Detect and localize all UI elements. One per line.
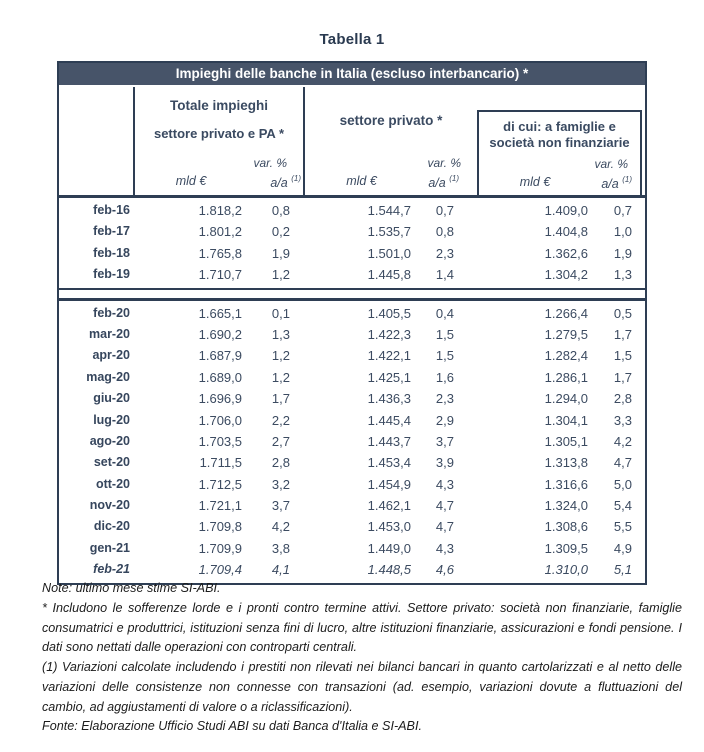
cell-date: gen-21 [89,540,130,555]
cell-date: set-20 [93,455,130,470]
cell-families-mld: 1.404,8 [544,224,588,240]
column-group-settore-privato [305,87,477,195]
cell-total-var: 1,9 [271,245,290,261]
cell-total-mld: 1.711,5 [199,455,242,471]
cell-private-mld: 1.445,8 [367,267,411,283]
cell-private-var: 1,5 [435,326,454,342]
cell-families-mld: 1.409,0 [544,203,588,218]
cell-private-var: 4,3 [435,476,454,492]
cell-total-var: 4,1 [271,562,290,578]
cell-families-var: 1,9 [613,245,632,261]
group-title: settore privato * [339,113,443,128]
table-row [59,431,645,452]
table-row [59,559,645,580]
aa-label [418,174,475,190]
mld-euro-label: mld € [175,174,207,188]
cell-private-var: 2,3 [435,245,454,261]
cell-private-var: 0,4 [435,305,454,321]
cell-total-mld: 1.703,5 [198,433,242,449]
cell-date: giu-20 [93,391,130,406]
footnote-ref-1: (1) [291,174,301,183]
cell-private-var: 4,6 [435,562,454,578]
cell-families-mld: 1.304,2 [544,267,588,283]
aa-label [247,174,303,190]
cell-private-mld: 1.462,1 [367,498,411,514]
aa-text: a/a [601,177,623,191]
cell-private-var: 2,9 [435,412,454,428]
cell-total-mld: 1.690,2 [198,326,242,342]
cell-total-mld: 1.801,2 [198,224,242,240]
note-asterisk: * Includono le sofferenze lorde e i pronti contro termine attivi. Settore privato: società non finanziarie, famiglie consumatrici e produttrici, istituzioni senza fini di lucro, altre istituzioni finanziarie, assicurazioni e fondi pensione. I dati sono nettati dalle operazioni con controparti centrali. [42,600,682,655]
cell-private-mld: 1.535,7 [367,224,411,240]
cell-families-var: 1,5 [613,348,632,364]
cell-private-mld: 1.422,1 [367,348,411,364]
column-headers [59,87,645,198]
date-column-header [59,87,135,195]
cell-date: feb-17 [93,224,130,239]
table-header-band: Impieghi delle banche in Italia (escluso interbancario) * [59,63,645,87]
table-row [59,243,645,264]
cell-total-mld: 1.687,9 [198,348,242,364]
cell-private-mld: 1.422,3 [367,326,411,342]
unit-labels [135,174,303,190]
cell-families-mld: 1.279,5 [544,326,588,342]
cell-families-var: 5,1 [613,562,632,578]
cell-total-mld: 1.696,9 [198,391,242,407]
footnote-ref-1: (1) [622,175,632,184]
cell-families-mld: 1.309,5 [544,540,588,556]
cell-families-var: 2,8 [613,391,632,407]
cell-total-var: 0,8 [271,203,290,218]
cell-private-mld: 1.454,9 [367,476,411,492]
unit-labels [479,175,640,191]
table-row [59,474,645,495]
cell-private-var: 1,4 [435,267,454,283]
cell-total-var: 2,2 [271,412,290,428]
cell-families-var: 1,7 [613,369,632,385]
cell-private-var: 2,3 [435,391,454,407]
cell-private-mld: 1.544,7 [367,203,411,218]
cell-families-mld: 1.294,0 [544,391,588,407]
cell-private-mld: 1.445,4 [367,412,411,428]
rows-block-annual [59,198,645,290]
cell-date: mar-20 [89,326,130,341]
table-row [59,367,645,388]
mld-euro-label: mld € [346,174,377,188]
cell-families-var: 5,5 [613,519,632,535]
cell-total-var: 1,3 [271,326,290,342]
cell-families-mld: 1.362,6 [544,245,588,261]
cell-families-mld: 1.266,4 [544,305,588,321]
cell-total-var: 1,2 [271,267,290,283]
cell-date: lug-20 [93,412,130,427]
aa-text: a/a [270,176,292,190]
cell-date: feb-21 [93,562,130,577]
cell-total-var: 2,7 [271,433,290,449]
table-row [59,264,645,285]
unit-labels [305,174,477,190]
cell-total-var: 1,2 [271,348,290,364]
table-title: Tabella 1 [319,31,385,48]
cell-private-mld: 1.501,0 [367,245,411,261]
cell-private-mld: 1.448,5 [367,562,411,578]
cell-families-mld: 1.308,6 [544,519,588,535]
cell-families-var: 1,7 [613,326,632,342]
cell-families-mld: 1.324,0 [544,498,588,514]
table-row [59,221,645,242]
cell-private-var: 1,5 [435,348,454,364]
data-table [57,61,647,585]
cell-total-mld: 1.818,2 [198,203,242,218]
cell-private-var: 4,7 [435,498,454,514]
table-row [59,324,645,345]
cell-private-var: 0,8 [435,224,454,240]
cell-total-mld: 1.706,0 [198,412,242,428]
cell-families-var: 1,3 [613,267,632,283]
cell-total-mld: 1.689,0 [198,369,242,385]
cell-families-mld: 1.313,8 [544,455,588,471]
footnote-ref-1: (1) [449,174,459,183]
note-1: (1) Variazioni calcolate includendo i prestiti non rilevati nei bilanci bancari in quanto cartolarizzati e al netto delle variazioni delle consistenze non connesse con transazioni (ad. esempio, variazioni dovute a fluttuazioni del cambio, ad aggiustamenti di valore o a riclassificazioni). [42,660,682,714]
cell-families-var: 4,2 [613,433,632,449]
cell-total-mld: 1.765,8 [198,245,242,261]
cell-families-var: 0,5 [613,305,632,321]
aa-label [591,175,640,191]
cell-total-var: 3,8 [271,540,290,556]
table-row [59,452,645,473]
var-pct-label: var. % [253,156,287,170]
cell-date: ago-20 [89,433,130,448]
note-stime: Note: ultimo mese stime SI-ABI. [42,581,221,595]
cell-date: feb-18 [93,245,130,260]
column-group-famiglie-societa [477,87,645,195]
group-subtitle: società non finanziarie [489,135,630,150]
table-row [59,495,645,516]
cell-families-mld: 1.310,0 [544,562,588,578]
cell-date: feb-20 [93,305,130,320]
cell-private-mld: 1.453,0 [367,519,411,535]
cell-families-var: 4,7 [613,455,632,471]
cell-total-mld: 1.709,4 [198,562,242,578]
table-row [59,388,645,409]
cell-families-var: 1,0 [613,224,632,240]
cell-families-mld: 1.316,6 [544,476,588,492]
table-row [59,538,645,559]
cell-total-var: 1,7 [271,391,290,407]
cell-date: dic-20 [93,519,130,534]
cell-private-mld: 1.443,7 [367,433,411,449]
mld-euro-label: mld € [519,175,551,189]
cell-date: nov-20 [89,498,130,513]
cell-families-mld: 1.305,1 [544,433,588,449]
var-pct-label: var. % [427,156,461,170]
cell-total-mld: 1.710,7 [198,267,242,283]
cell-families-mld: 1.304,1 [544,412,588,428]
cell-families-var: 3,3 [613,412,632,428]
cell-private-mld: 1.453,4 [367,455,411,471]
cell-total-var: 0,1 [271,305,290,321]
aa-text: a/a [428,176,450,190]
cell-private-mld: 1.449,0 [367,540,411,556]
cell-private-mld: 1.405,5 [367,305,411,321]
cell-date: apr-20 [92,348,130,363]
cell-date: feb-19 [93,267,130,282]
cell-date: mag-20 [86,369,130,384]
cell-families-var: 0,7 [613,203,632,218]
cell-private-var: 3,9 [435,455,454,471]
note-fonte: Fonte: Elaborazione Ufficio Studi ABI su dati Banca d'Italia e SI-ABI. [42,719,422,734]
footnotes [42,579,682,737]
table-row [59,345,645,366]
cell-total-mld: 1.721,1 [198,498,242,514]
cell-private-mld: 1.436,3 [367,391,411,407]
cell-private-var: 0,7 [435,203,454,218]
group-title: di cui: a famiglie e [503,119,616,134]
cell-total-mld: 1.709,8 [198,519,242,535]
cell-private-var: 4,7 [435,519,454,535]
cell-date: feb-16 [93,203,130,217]
column-group-totale-impieghi [135,87,305,195]
cell-private-mld: 1.425,1 [367,369,411,385]
cell-total-mld: 1.712,5 [198,476,242,492]
table-row [59,200,645,221]
cell-total-var: 4,2 [271,519,290,535]
cell-families-mld: 1.282,4 [544,348,588,364]
group-title: Totale impieghi [169,98,268,113]
cell-families-var: 5,0 [613,476,632,492]
cell-private-var: 4,3 [435,540,454,556]
highlight-box [477,110,642,195]
var-pct-label: var. % [594,157,628,171]
cell-families-var: 5,4 [613,498,632,514]
cell-total-var: 0,2 [271,224,290,240]
table-row [59,303,645,324]
block-divider [59,290,645,301]
table-row [59,410,645,431]
rows-block-monthly [59,301,645,583]
cell-total-var: 3,2 [271,476,290,492]
cell-families-mld: 1.286,1 [544,369,588,385]
cell-date: ott-20 [95,476,130,491]
group-subtitle: settore privato e PA * [153,126,285,141]
cell-total-mld: 1.665,1 [198,305,242,321]
cell-total-var: 3,7 [271,498,290,514]
cell-families-var: 4,9 [613,540,632,556]
cell-total-var: 2,8 [271,455,290,471]
cell-total-var: 1,2 [271,369,290,385]
cell-private-var: 3,7 [435,433,454,449]
cell-total-mld: 1.709,9 [198,540,242,556]
table-row [59,516,645,537]
cell-private-var: 1,6 [435,369,454,385]
